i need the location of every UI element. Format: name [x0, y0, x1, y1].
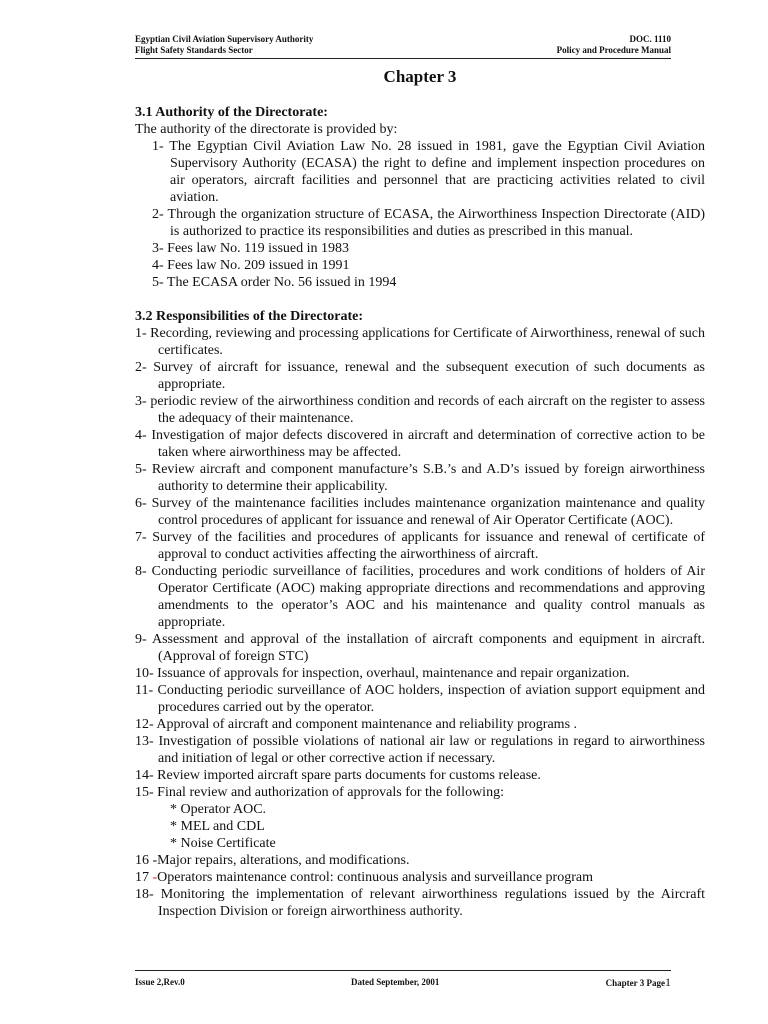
- header-org-line2: Flight Safety Standards Sector: [135, 45, 253, 55]
- responsibility-item: 7- Survey of the facilities and procedures of applicants for issuance and renewal of certificate of approval to conduct activities affecting the airworthiness of aircraft.: [135, 530, 705, 562]
- approval-sub-item: * MEL and CDL: [170, 819, 265, 834]
- page-header: [135, 34, 671, 56]
- responsibility-item: 2- Survey of aircraft for issuance, renewal and the subsequent execution of such documents as appropriate.: [135, 360, 705, 392]
- item-17-text: Operators maintenance control: continuous analysis and surveillance program: [157, 870, 593, 885]
- item-17-dash: -: [152, 870, 158, 885]
- section-intro: The authority of the directorate is provided by:: [135, 122, 398, 137]
- responsibility-item: 13- Investigation of possible violations of national air law or regulations in regard to airworthiness and initiation of legal or other corrective action if necessary.: [135, 734, 705, 766]
- responsibility-item: 3- periodic review of the airworthiness condition and records of each aircraft on the register to assess the adequacy of their maintenance.: [135, 394, 705, 426]
- footer-page-label: Chapter 3 Page: [605, 978, 665, 988]
- responsibility-item: 15- Final review and authorization of approvals for the following:: [135, 785, 504, 800]
- section-heading-authority: 3.1 Authority of the Directorate:: [135, 105, 328, 120]
- responsibility-item: 11- Conducting periodic surveillance of AOC holders, inspection of aviation support equipment and procedures carried out by the operator.: [135, 683, 705, 715]
- approval-sub-item: * Noise Certificate: [170, 836, 276, 851]
- authority-item: 4- Fees law No. 209 issued in 1991: [152, 258, 350, 273]
- item-17-number: 17: [135, 870, 153, 885]
- authority-item: 1- The Egyptian Civil Aviation Law No. 28 issued in 1981, gave the Egyptian Civil Aviation Supervisory Authority (ECASA) the right to define and implement inspection procedures on air operators, aircraft facilities and personnel that are practicing activities related to civil aviation.: [152, 139, 705, 205]
- footer-divider: [135, 970, 671, 971]
- responsibility-item: 5- Review aircraft and component manufacture’s S.B.’s and A.D’s issued by foreign airworthiness authority to determine their applicability.: [135, 462, 705, 494]
- footer-date: Dated September, 2001: [351, 977, 440, 987]
- document-body: [135, 104, 705, 920]
- footer-page-number: 1: [665, 975, 671, 989]
- header-doc-number: DOC. 1110: [629, 34, 671, 44]
- responsibility-item: 16 -Major repairs, alterations, and modifications.: [135, 853, 410, 868]
- approval-sub-item: * Operator AOC.: [170, 802, 267, 817]
- chapter-title: Chapter 3: [383, 67, 457, 86]
- responsibility-item: 8- Conducting periodic surveillance of facilities, procedures and work conditions of holders of Air Operator Certificate (AOC) making appropriate directions and recommendations and approving amendments to the operator’s AOC and his maintenance and quality control manuals as appropriate.: [135, 564, 705, 630]
- section-heading-responsibilities: 3.2 Responsibilities of the Directorate:: [135, 309, 363, 324]
- responsibility-item: 14- Review imported aircraft spare parts documents for customs release.: [135, 768, 541, 783]
- responsibility-item: 1- Recording, reviewing and processing applications for Certificate of Airworthiness, renewal of such certificates.: [135, 326, 705, 358]
- responsibility-item-17: [135, 869, 705, 886]
- authority-item: 2- Through the organization structure of ECASA, the Airworthiness Inspection Directorate (AID) is authorized to practice its responsibilities and duties as prescribed in this manual.: [152, 207, 705, 239]
- responsibility-item: 6- Survey of the maintenance facilities includes maintenance organization maintenance and quality control procedures of applicant for issuance and renewal of Air Operator Certificate (AOC).: [135, 496, 705, 528]
- spacer: [135, 291, 705, 308]
- authority-item: 5- The ECASA order No. 56 issued in 1994: [152, 275, 397, 290]
- footer-page: [606, 975, 671, 990]
- header-divider: [135, 58, 671, 59]
- header-org-line1: Egyptian Civil Aviation Supervisory Authority: [135, 34, 314, 44]
- responsibility-item: 10- Issuance of approvals for inspection, overhaul, maintenance and repair organization.: [135, 666, 630, 681]
- authority-item: 3- Fees law No. 119 issued in 1983: [152, 241, 350, 256]
- responsibility-item: 12- Approval of aircraft and component maintenance and reliability programs .: [135, 717, 578, 732]
- responsibility-item: 9- Assessment and approval of the installation of aircraft components and equipment in aircraft. (Approval of foreign STC): [135, 632, 705, 664]
- responsibility-item: 4- Investigation of major defects discovered in aircraft and determination of corrective action to be taken where airworthiness may be affected.: [135, 428, 705, 460]
- header-manual-name: Policy and Procedure Manual: [556, 45, 671, 55]
- responsibility-item: 18- Monitoring the implementation of relevant airworthiness regulations issued by the Aircraft Inspection Division or foreign airworthiness authority.: [135, 887, 705, 919]
- footer-issue: Issue 2,Rev.0: [135, 977, 185, 987]
